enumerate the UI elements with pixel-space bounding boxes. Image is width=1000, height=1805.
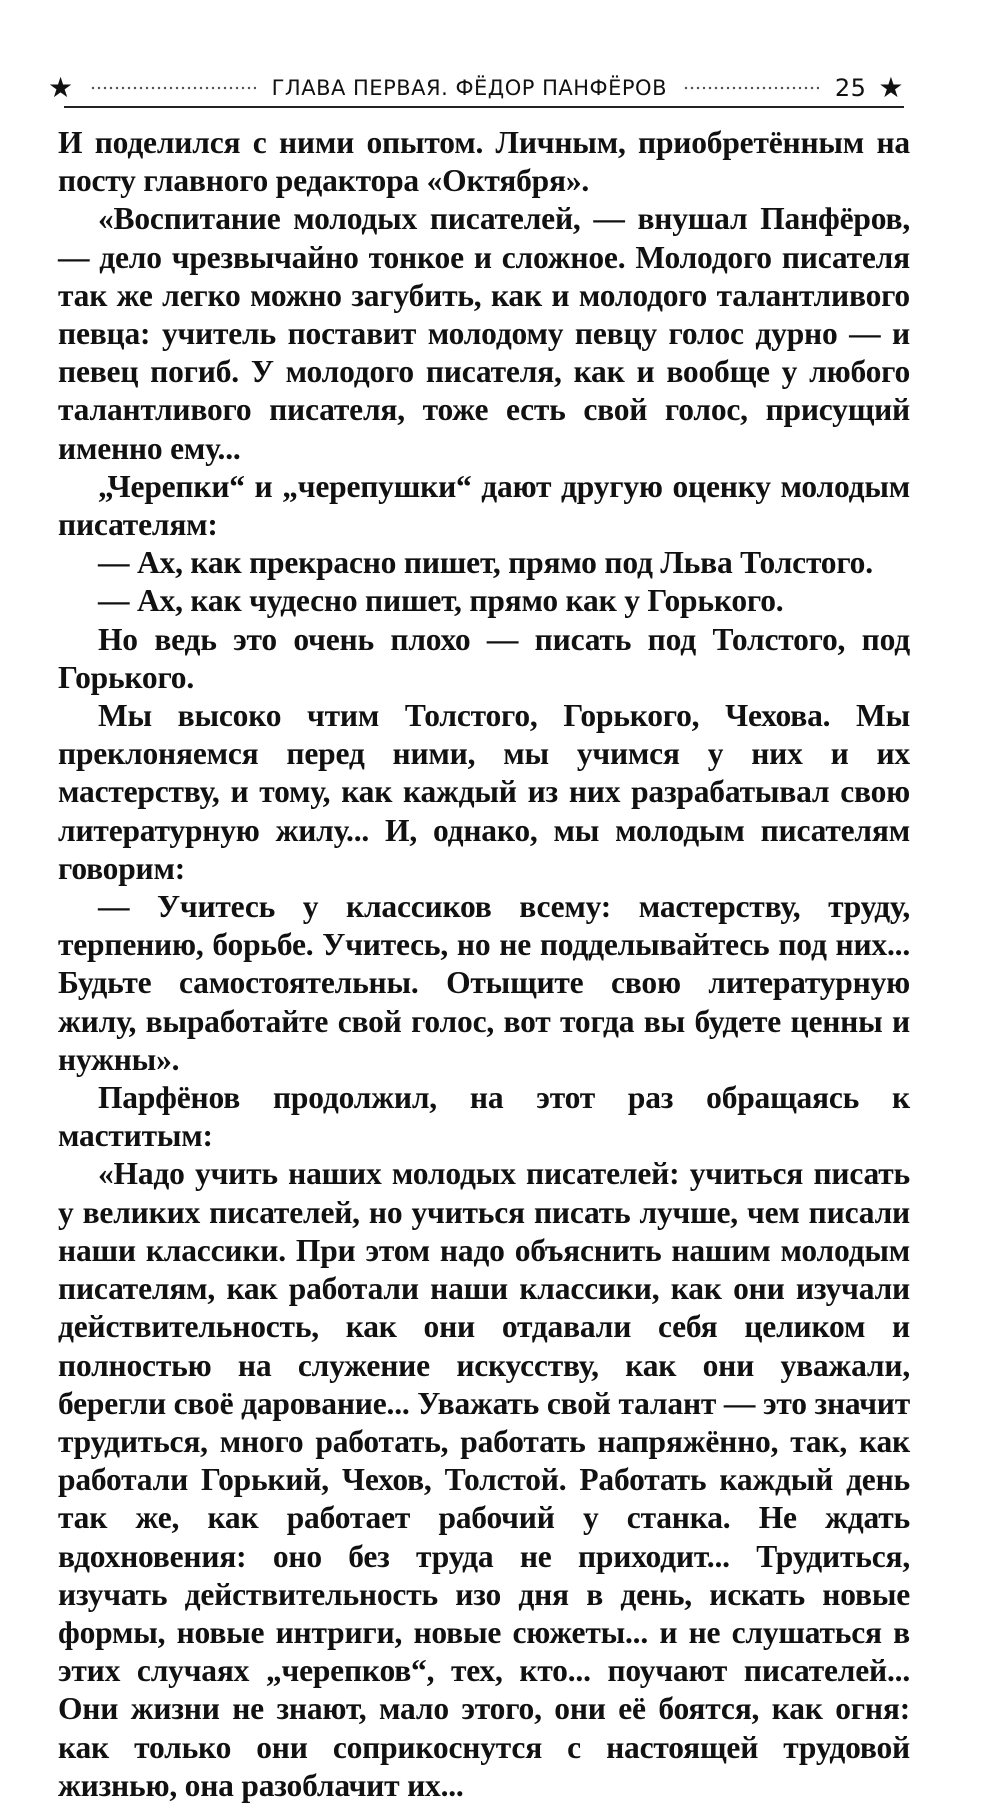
running-head	[48, 68, 904, 108]
dot-ornament-right	[683, 85, 819, 91]
paragraph: «Надо учить наших молодых писателей: учиться писать у великих писателей, но учиться писать лучше, чем писали наши классики. При этом надо объяснить нашим молодым писателям, как работали наши классики, как они изучали действительность, как они отдавали себя целиком и полностью на служение искусству, как они уважали, берегли своё дарование... Уважать свой талант — это значит трудиться, много работать, работать напряжённо, так, как работали Горький, Чехов, Толстой. Работать каждый день так же, как работает рабочий у станка. Не ждать вдохновения: оно без труда не приходит... Трудиться, изучать действительность изо дня в день, искать новые формы, новые интриги, новые сюжеты... и не слушаться в этих случаях „черепков“, тех, кто... поучают писателей... Они жизни не знают, мало этого, они её боятся, как огня: как только они соприкоснутся с настоящей трудовой жизнью, она разоблачит их...	[58, 1156, 910, 1803]
page-number: 25	[834, 74, 867, 102]
paragraph: И поделился с ними опытом. Личным, приобретённым на посту главного редактора «Октября».	[58, 125, 910, 199]
header-rule	[64, 106, 904, 108]
paragraph: Но ведь это очень плохо — писать под Толстого, под Горького.	[58, 621, 910, 695]
dialogue-line: — Учитесь у классиков всему: мастерству, труду, терпению, борьбе. Учитесь, но не подделывайтесь под них... Будьте самостоятельны. Отыщите свою литературную жилу, выработайте свой голос, вот тогда вы будете ценны и нужны».	[58, 889, 910, 1077]
right-star-icon: ★	[878, 71, 904, 104]
paragraph: „Черепки“ и „черепушки“ дают другую оценку молодым писателям:	[58, 468, 910, 543]
dialogue-line: — Ах, как чудесно пишет, прямо как у Горького.	[98, 583, 784, 619]
left-star-icon: ★	[48, 71, 74, 104]
chapter-title: ГЛАВА ПЕРВАЯ. ФЁДОР ПАНФЁРОВ	[271, 76, 667, 100]
dot-ornament-left	[90, 85, 256, 91]
body-text	[58, 124, 910, 1805]
dialogue-line: — Ах, как прекрасно пишет, прямо под Льва Толстого.	[98, 545, 873, 581]
paragraph: Мы высоко чтим Толстого, Горького, Чехова. Мы преклоняемся перед ними, мы учимся у них и их мастерству, и тому, как каждый из них разрабатывал свою литературную жилу... И, однако, мы молодым писателям говорим:	[58, 698, 910, 886]
paragraph: «Воспитание молодых писателей, — внушал Панфёров, — дело чрезвычайно тонкое и сложное. Молодого писателя так же легко можно загубить, как и молодого талантливого певца: учитель поставит молодому певцу голос дурно — и певец погиб. У молодого писателя, как и вообще у любого талантливого писателя, тоже есть свой голос, присущий именно ему...	[58, 201, 910, 466]
paragraph: Парфёнов продолжил, на этот раз обращаясь к маститым:	[58, 1080, 910, 1154]
